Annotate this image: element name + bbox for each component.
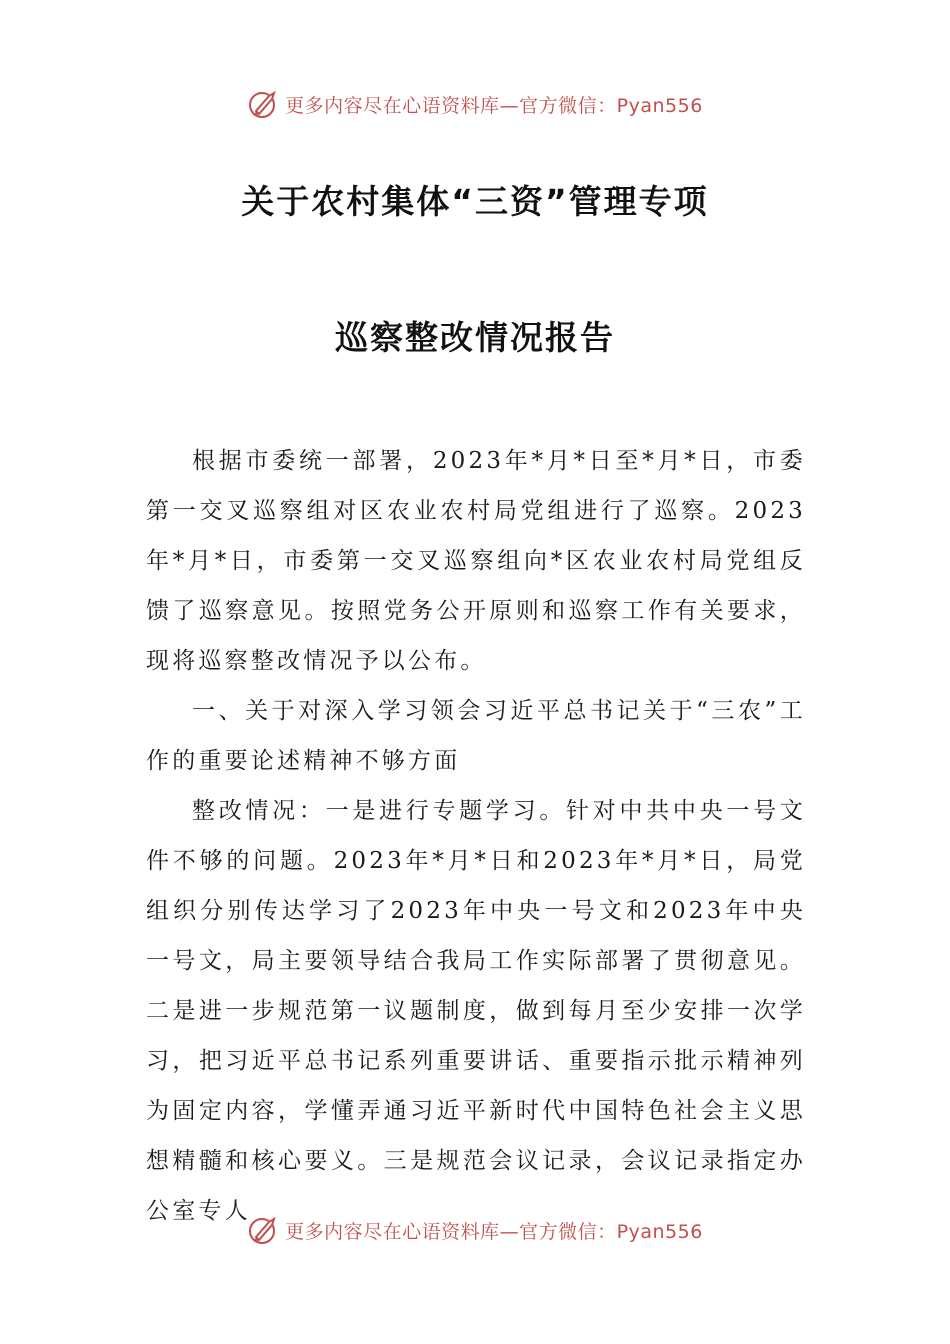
paragraph-rectification: 整改情况：一是进行专题学习。针对中共中央一号文件不够的问题。2023年*月*日和2023年*月*日，局党组织分别传达学习了2023年中央一号文和2023年中央一号文，局主要领导结合我局工作实际部署了贯彻意见。二是进一步规范第一议题制度，做到每月至少安排一次学习，把习近平总书记系列重要讲话、重要指示批示精神列为固定内容，学懂弄通习近平新时代中国特色社会主义思想精髓和核心要义。三是规范会议记录，会议记录指定办公室专人 xyxy=(146,798,806,1224)
pen-nib-logo-icon xyxy=(247,1213,281,1247)
document-title-line1: 关于农村集体“三资”管理专项 xyxy=(241,182,709,221)
header-watermark xyxy=(0,84,950,124)
document-title-line2: 巡察整改情况报告 xyxy=(335,318,615,357)
footer-watermark xyxy=(0,1210,950,1250)
document-body xyxy=(146,436,806,1236)
watermark-text: 更多内容尽在心语资料库—官方微信：Pyan556 xyxy=(285,1220,703,1243)
paragraph-intro: 根据市委统一部署，2023年*月*日至*月*日，市委第一交叉巡察组对区农业农村局党组进行了巡察。2023年*月*日，市委第一交叉巡察组向*区农业农村局党组反馈了巡察意见。按照党务公开原则和巡察工作有关要求，现将巡察整改情况予以公布。 xyxy=(146,448,806,674)
watermark-text: 更多内容尽在心语资料库—官方微信：Pyan556 xyxy=(285,94,703,117)
pen-nib-logo-icon xyxy=(247,87,281,121)
section-heading-1: 一、关于对深入学习领会习近平总书记关于“三农”工作的重要论述精神不够方面 xyxy=(146,698,806,774)
